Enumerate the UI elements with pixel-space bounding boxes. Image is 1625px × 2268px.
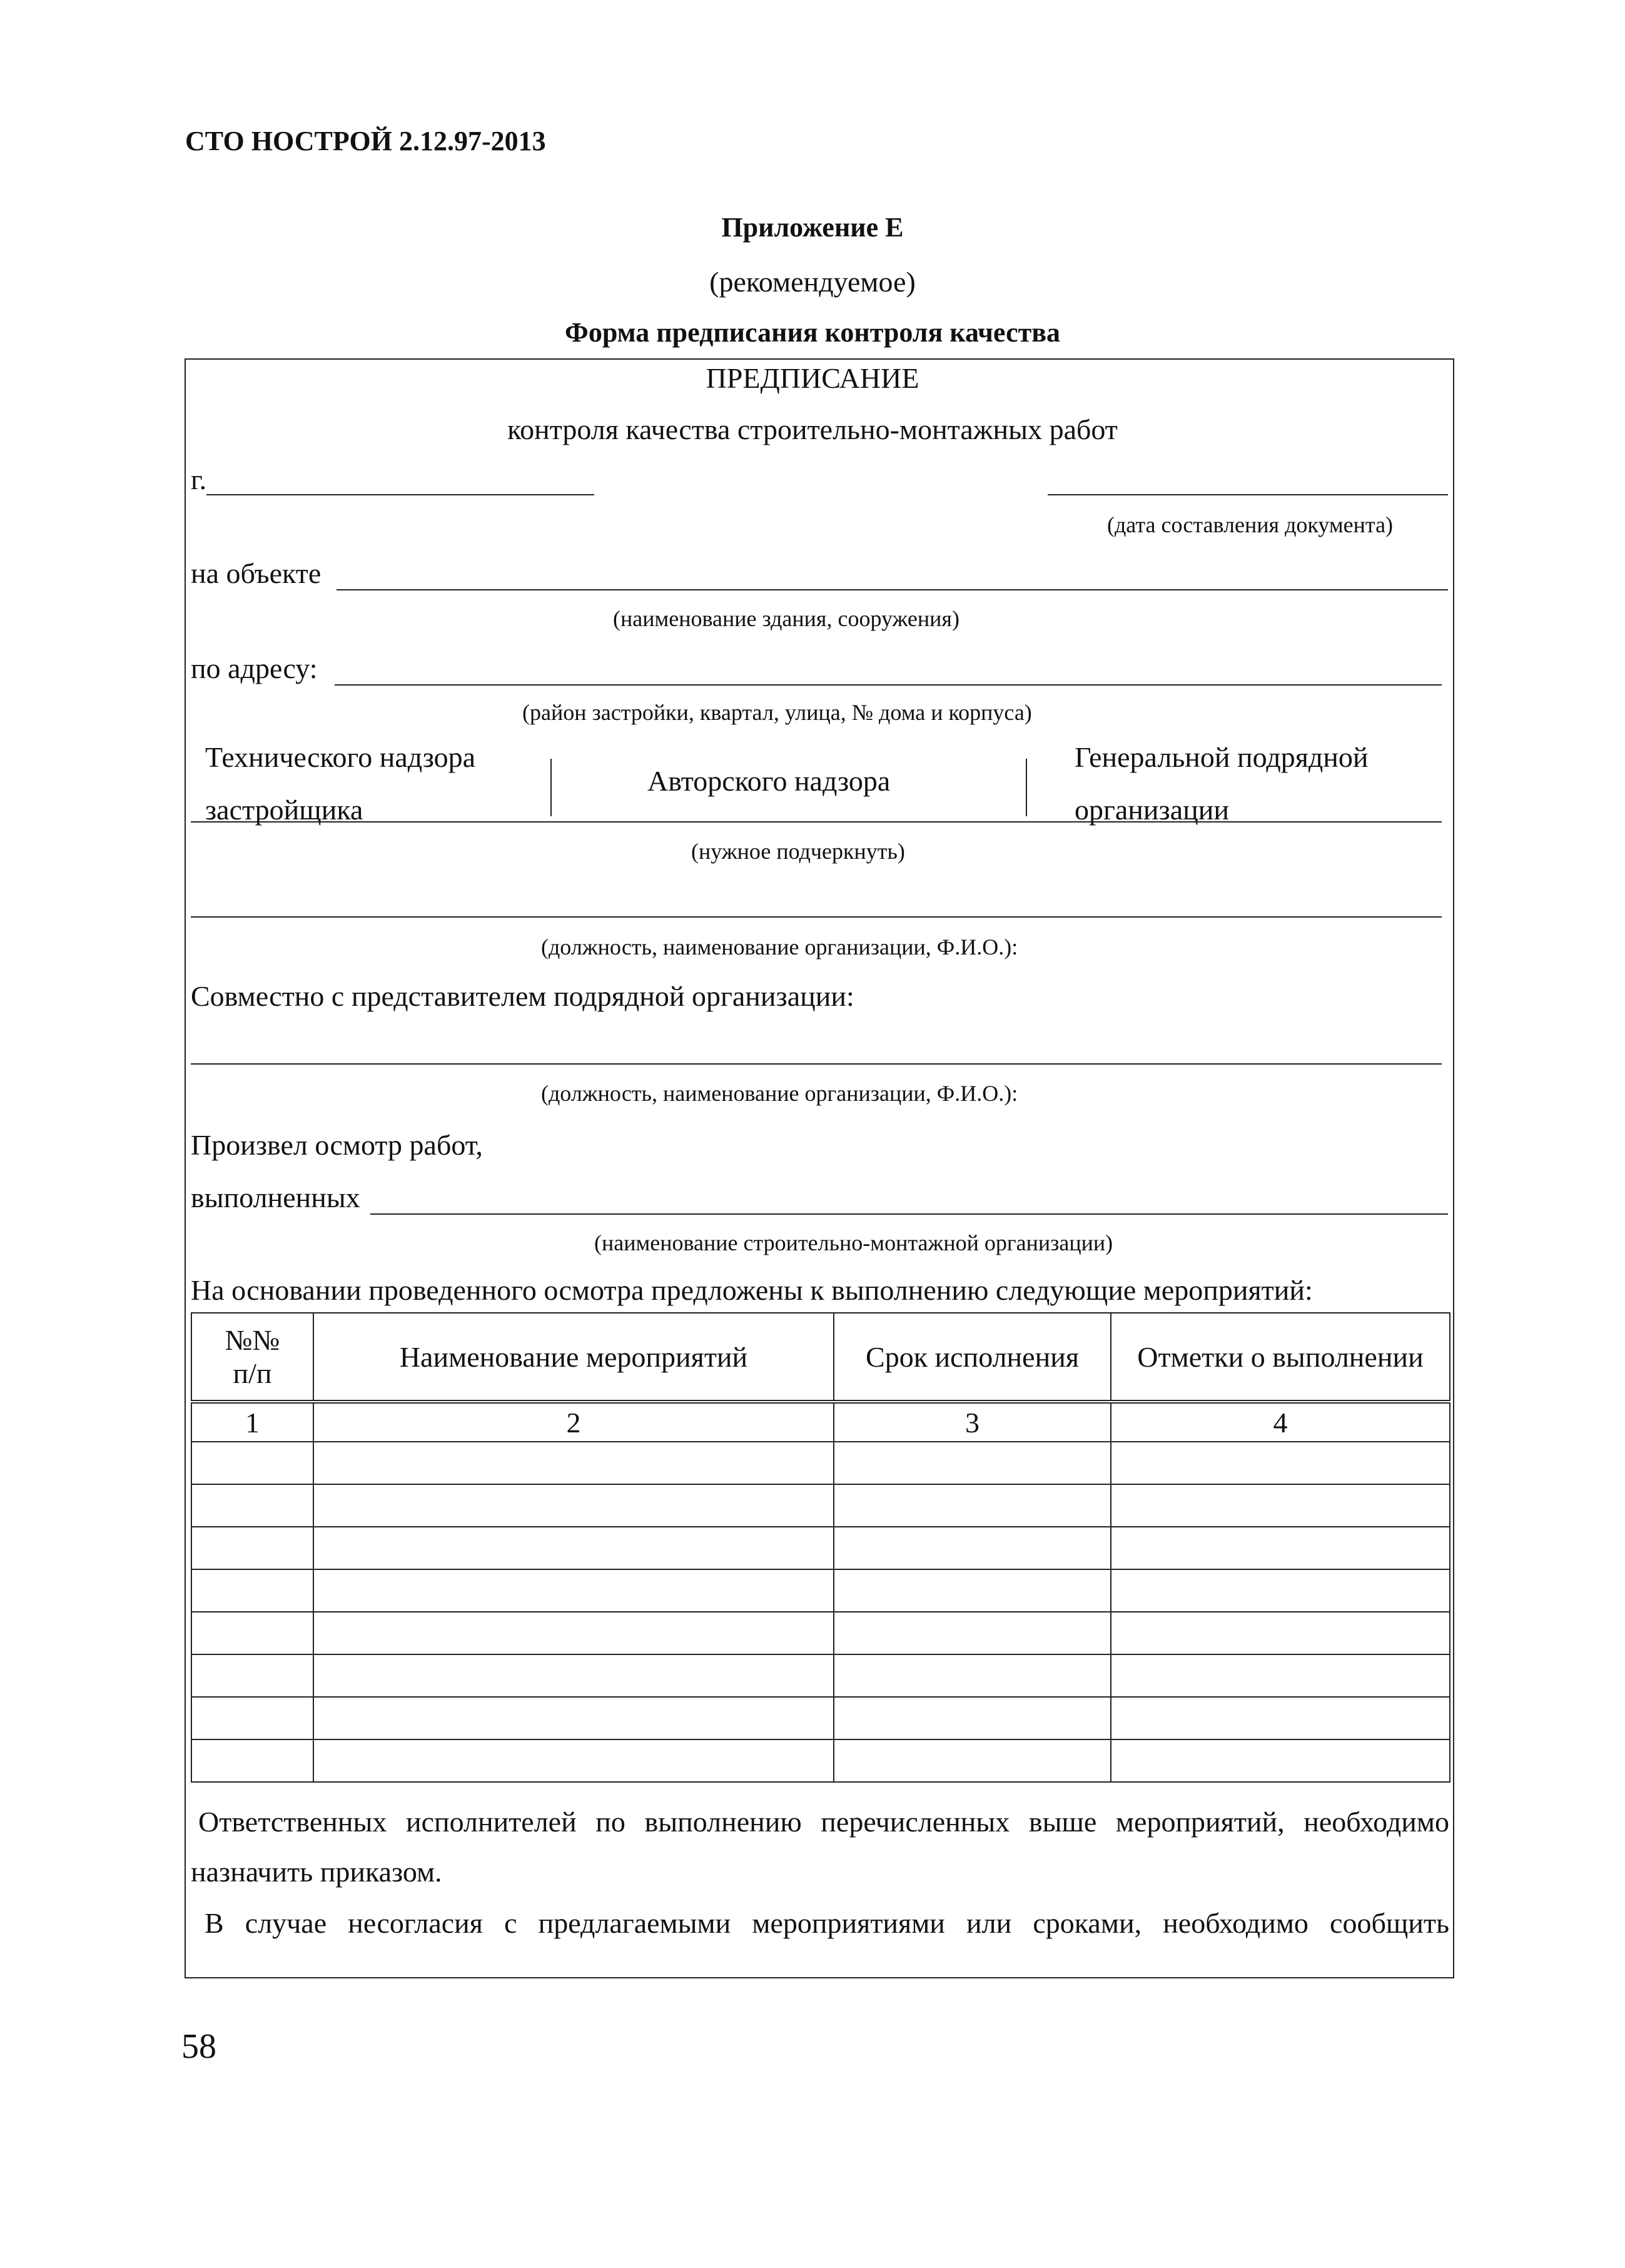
table-cell[interactable] [313,1527,834,1569]
table-cell[interactable] [191,1739,313,1782]
table-cell[interactable] [191,1527,313,1569]
address-caption: (район застройки, квартал, улица, № дома и корпуса) [522,700,1032,725]
table-cell[interactable] [1111,1442,1450,1484]
disagreement-text: В случае несогласия с предлагаемыми мероприятиями или сроками, необходимо сообщить [205,1907,1449,1939]
divider-left [550,759,552,816]
person-caption-1: (должность, наименование организации, Ф.И.О.): [541,934,1018,959]
form-subheading: контроля качества строительно-монтажных работ [507,413,1118,445]
technical-supervision-line1[interactable]: Технического надзора [205,741,476,773]
table-cell[interactable] [313,1442,834,1484]
table-cell[interactable] [313,1739,834,1782]
technical-supervision-line2[interactable]: застройщика [205,794,363,826]
jointly-label: Совместно с представителем подрядной организации: [191,980,854,1012]
object-field[interactable] [337,589,1448,590]
table-cell[interactable] [1111,1697,1450,1739]
general-contractor-line2[interactable]: организации [1075,794,1229,826]
table-cell[interactable] [191,1484,313,1527]
responsible-text-line2: назначить приказом. [191,1856,442,1888]
table-cell[interactable] [191,1612,313,1654]
table-cell[interactable] [834,1654,1111,1697]
date-field[interactable] [1048,494,1448,495]
table-cell[interactable] [1111,1654,1450,1697]
table-cell[interactable] [1111,1739,1450,1782]
appendix-title: Приложение Е [721,212,904,243]
column-number: 2 [313,1402,834,1442]
table-cell[interactable] [1111,1569,1450,1612]
table-cell[interactable] [834,1612,1111,1654]
org-caption: (наименование строительно-монтажной организации) [594,1230,1113,1255]
form-heading: ПРЕДПИСАНИЕ [706,362,919,394]
form-title: Форма предписания контроля качества [565,317,1060,348]
table-cell[interactable] [191,1654,313,1697]
city-field[interactable] [206,494,594,495]
object-caption: (наименование здания, сооружения) [613,606,959,631]
divider-right [1026,759,1027,816]
address-field[interactable] [335,684,1442,686]
table-cell[interactable] [313,1569,834,1612]
general-contractor-line1[interactable]: Генеральной подрядной [1075,741,1369,773]
column-number: 3 [834,1402,1111,1442]
inspector-field[interactable] [191,916,1442,918]
table-cell[interactable] [191,1442,313,1484]
table-cell[interactable] [1111,1612,1450,1654]
date-caption: (дата составления документа) [1107,512,1394,537]
city-prefix: г. [191,463,207,495]
table-cell[interactable] [313,1484,834,1527]
appendix-subtitle: (рекомендуемое) [709,266,916,298]
table-row [191,1442,1450,1484]
table-cell[interactable] [191,1697,313,1739]
table-cell[interactable] [191,1569,313,1612]
table-cell[interactable] [313,1697,834,1739]
measures-table [191,1312,1450,1783]
table-cell[interactable] [1111,1527,1450,1569]
table-row [191,1569,1450,1612]
table-cell[interactable] [834,1739,1111,1782]
performed-label: выполненных [191,1182,360,1213]
supervision-underline [191,821,1442,823]
table-row [191,1484,1450,1527]
table-row [191,1612,1450,1654]
column-number: 4 [1111,1402,1450,1442]
table-row [191,1527,1450,1569]
inspection-label: Произвел осмотр работ, [191,1129,483,1161]
table-cell[interactable] [313,1654,834,1697]
table-cell[interactable] [313,1612,834,1654]
table-cell[interactable] [1111,1484,1450,1527]
table-row [191,1697,1450,1739]
document-standard-code: СТО НОСТРОЙ 2.12.97-2013 [185,126,546,156]
header-num [191,1313,313,1402]
basis-text: На основании проведенного осмотра предложены к выполнению следующие мероприятий: [191,1274,1313,1306]
contractor-representative-field[interactable] [191,1063,1442,1065]
header-num-line2: п/п [233,1357,272,1389]
table-header-row [191,1313,1450,1402]
address-label: по адресу: [191,652,318,684]
header-deadline: Срок исполнения [834,1313,1111,1402]
table-cell[interactable] [834,1527,1111,1569]
table-cell[interactable] [834,1442,1111,1484]
header-marks: Отметки о выполнении [1111,1313,1450,1402]
column-number: 1 [191,1402,313,1442]
table-column-numbers-row [191,1402,1450,1442]
page-number: 58 [181,2027,216,2066]
table-cell[interactable] [834,1484,1111,1527]
underline-caption: (нужное подчеркнуть) [691,839,905,864]
header-name: Наименование мероприятий [313,1313,834,1402]
performed-org-field[interactable] [370,1213,1448,1215]
responsible-text-line1: Ответственных исполнителей по выполнению перечисленных выше мероприятий, необходимо [198,1806,1449,1838]
author-supervision[interactable]: Авторского надзора [647,765,891,797]
header-num-line1: №№ [225,1324,280,1356]
table-row [191,1739,1450,1782]
person-caption-2: (должность, наименование организации, Ф.И.О.): [541,1081,1018,1106]
table-cell[interactable] [834,1569,1111,1612]
table-cell[interactable] [834,1697,1111,1739]
table-row [191,1654,1450,1697]
object-label: на объекте [191,557,321,589]
